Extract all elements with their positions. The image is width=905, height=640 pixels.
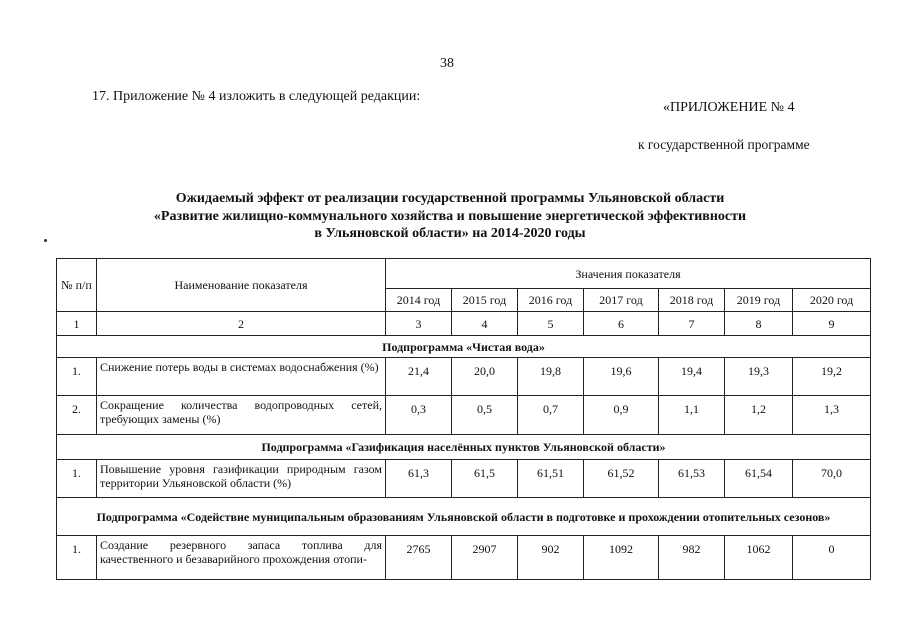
year-header: 2019 год bbox=[725, 289, 793, 312]
header-row bbox=[57, 259, 871, 289]
document-title-line: Ожидаемый эффект от реализации государственной программы Ульяновской области bbox=[175, 191, 725, 206]
section-title: Подпрограмма «Чистая вода» bbox=[57, 336, 871, 358]
indicator-value: 0 bbox=[793, 536, 871, 580]
page-number: 38 bbox=[440, 56, 454, 71]
amendment-instruction: 17. Приложение № 4 изложить в следующей редакции: bbox=[92, 89, 421, 104]
scan-speck bbox=[44, 239, 47, 242]
year-header: 2017 год bbox=[584, 289, 659, 312]
row-number: 1. bbox=[57, 460, 97, 498]
table-row bbox=[57, 358, 871, 396]
section-row bbox=[57, 435, 871, 460]
table-row bbox=[57, 396, 871, 435]
indicator-name: Повышение уровня газификации природным газом территории Ульяновской области (%) bbox=[97, 460, 386, 498]
header-values-cell: Значения показателя bbox=[386, 259, 871, 289]
indicator-value: 21,4 bbox=[386, 358, 452, 396]
indicator-value: 61,54 bbox=[725, 460, 793, 498]
indicator-value: 2765 bbox=[386, 536, 452, 580]
indicator-value: 19,2 bbox=[793, 358, 871, 396]
indicator-value: 19,8 bbox=[518, 358, 584, 396]
year-header: 2020 год bbox=[793, 289, 871, 312]
indicator-value: 61,5 bbox=[452, 460, 518, 498]
indicator-value: 20,0 bbox=[452, 358, 518, 396]
indicator-value: 0,5 bbox=[452, 396, 518, 435]
year-header: 2014 год bbox=[386, 289, 452, 312]
indicator-value: 1,3 bbox=[793, 396, 871, 435]
indicator-value: 61,53 bbox=[659, 460, 725, 498]
section-row bbox=[57, 498, 871, 536]
indicator-value: 0,9 bbox=[584, 396, 659, 435]
column-number: 6 bbox=[584, 312, 659, 336]
header-name-cell: Наименование показателя bbox=[97, 259, 386, 312]
indicator-value: 61,52 bbox=[584, 460, 659, 498]
indicator-value: 1,2 bbox=[725, 396, 793, 435]
indicator-value: 0,7 bbox=[518, 396, 584, 435]
appendix-title: «ПРИЛОЖЕНИЕ № 4 bbox=[663, 100, 795, 115]
table-row bbox=[57, 460, 871, 498]
document-title bbox=[90, 190, 810, 243]
indicator-value: 19,6 bbox=[584, 358, 659, 396]
indicator-value: 61,3 bbox=[386, 460, 452, 498]
year-header: 2015 год bbox=[452, 289, 518, 312]
document-title-line: в Ульяновской области» на 2014-2020 годы bbox=[314, 226, 586, 241]
indicator-value: 0,3 bbox=[386, 396, 452, 435]
indicator-name: Снижение потерь воды в системах водоснабжения (%) bbox=[97, 358, 386, 396]
indicator-value: 1062 bbox=[725, 536, 793, 580]
year-header: 2016 год bbox=[518, 289, 584, 312]
column-number: 5 bbox=[518, 312, 584, 336]
indicator-value: 2907 bbox=[452, 536, 518, 580]
year-header: 2018 год bbox=[659, 289, 725, 312]
header-num-cell: № п/п bbox=[57, 259, 97, 312]
column-number: 9 bbox=[793, 312, 871, 336]
appendix-subtitle: к государственной программе bbox=[638, 137, 810, 152]
section-row bbox=[57, 336, 871, 358]
column-number: 8 bbox=[725, 312, 793, 336]
column-number: 7 bbox=[659, 312, 725, 336]
indicator-value: 61,51 bbox=[518, 460, 584, 498]
indicator-value: 902 bbox=[518, 536, 584, 580]
column-number: 2 bbox=[97, 312, 386, 336]
indicator-value: 1,1 bbox=[659, 396, 725, 435]
section-title: Подпрограмма «Газификация населённых пунктов Ульяновской области» bbox=[57, 435, 871, 460]
indicator-value: 19,3 bbox=[725, 358, 793, 396]
document-title-line: «Развитие жилищно-коммунального хозяйства и повышение энергетической эффективности bbox=[153, 208, 747, 224]
table-row bbox=[57, 536, 871, 580]
column-number: 4 bbox=[452, 312, 518, 336]
row-number: 2. bbox=[57, 396, 97, 435]
indicator-name: Сокращение количества водопроводных сетей, требующих замены (%) bbox=[97, 396, 386, 435]
indicators-table bbox=[56, 258, 871, 580]
indicator-value: 70,0 bbox=[793, 460, 871, 498]
section-title: Подпрограмма «Содействие муниципальным образованиям Ульяновской области в подготовке и прохождении отопительных сезонов» bbox=[57, 498, 871, 536]
row-number: 1. bbox=[57, 358, 97, 396]
column-number: 3 bbox=[386, 312, 452, 336]
indicator-value: 1092 bbox=[584, 536, 659, 580]
column-number: 1 bbox=[57, 312, 97, 336]
indicator-name: Создание резервного запаса топлива для качественного и безаварийного прохождения отопи- bbox=[97, 536, 386, 580]
indicator-value: 19,4 bbox=[659, 358, 725, 396]
row-number: 1. bbox=[57, 536, 97, 580]
column-numbers-row bbox=[57, 312, 871, 336]
indicator-value: 982 bbox=[659, 536, 725, 580]
